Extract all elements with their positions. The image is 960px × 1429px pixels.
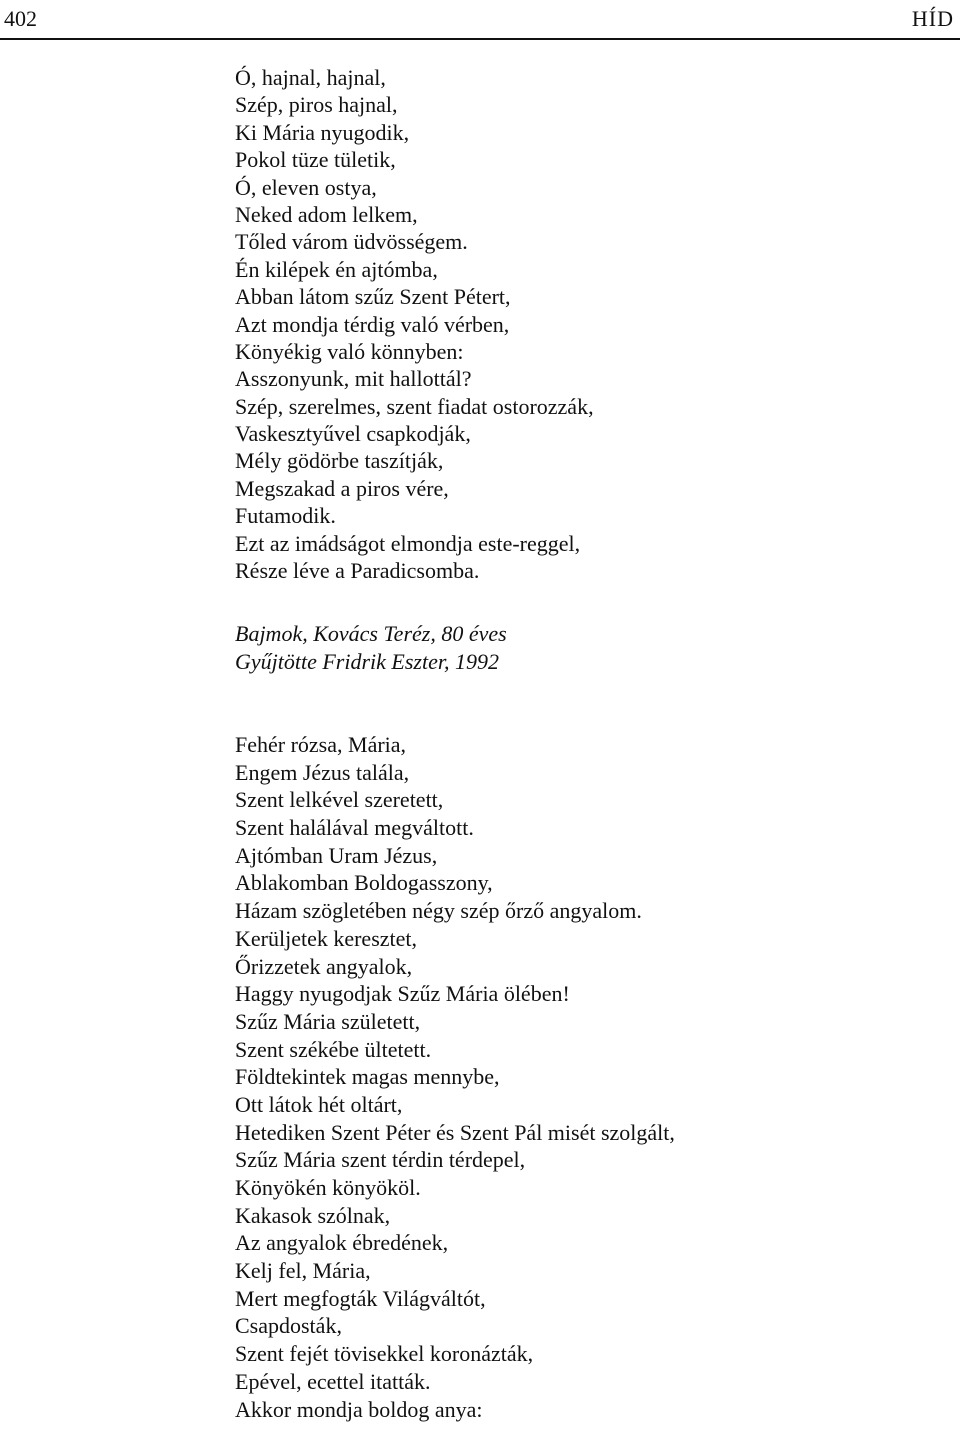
source-citation xyxy=(235,620,507,676)
poem-line: Azt mondja térdig való vérben, xyxy=(235,311,510,337)
poem-line: Akkor mondja boldog anya: xyxy=(235,1396,483,1422)
poem-line: Ó, eleven ostya, xyxy=(235,174,377,200)
poem-line: Őrizzetek angyalok, xyxy=(235,953,413,979)
poem-line: Szép, szerelmes, szent fiadat ostorozzák, xyxy=(235,393,594,419)
poem-line: Tőled várom üdvösségem. xyxy=(235,229,468,255)
poem-line: Engem Jézus talála, xyxy=(235,759,410,785)
poem-line: Szűz Mária szent térdin térdepel, xyxy=(235,1147,526,1173)
poem-line: Szép, piros hajnal, xyxy=(235,92,398,118)
poem-line: Csapdosták, xyxy=(235,1313,342,1339)
page-number: 402 xyxy=(4,6,37,31)
poem-line: Vaskesztyűvel csapkodják, xyxy=(235,421,471,447)
poem-line: Hetediken Szent Péter és Szent Pál misét szolgált, xyxy=(235,1119,675,1145)
poem-line: Neked adom lelkem, xyxy=(235,201,418,227)
poem-line: Szent halálával megváltott. xyxy=(235,815,474,841)
poem-line: Haggy nyugodjak Szűz Mária ölében! xyxy=(235,981,570,1007)
poem-line: Mert megfogták Világváltót, xyxy=(235,1285,486,1311)
poem-line: Az angyalok ébredének, xyxy=(235,1230,449,1256)
poem-line: Része léve a Paradicsomba. xyxy=(235,558,480,584)
poem-line: Ablakomban Boldogasszony, xyxy=(235,870,493,896)
poem-line: Könyékig való könnyben: xyxy=(235,338,464,364)
poem-line: Szent fejét tövisekkel koronázták, xyxy=(235,1341,534,1367)
poem-line: Kerüljetek keresztet, xyxy=(235,925,418,951)
poem-line: Ezt az imádságot elmondja este-reggel, xyxy=(235,530,581,556)
poem-line: Abban látom szűz Szent Pétert, xyxy=(235,284,511,310)
poem-one xyxy=(235,64,935,584)
informant-line: Bajmok, Kovács Teréz, 80 éves xyxy=(235,621,507,646)
collector-line: Gyűjtötte Fridrik Eszter, 1992 xyxy=(235,649,499,674)
poem-line: Szent lelkével szeretett, xyxy=(235,787,444,813)
poem-line: Ajtómban Uram Jézus, xyxy=(235,842,438,868)
poem-line: Epével, ecettel itatták. xyxy=(235,1368,431,1394)
poem-line: Pokol tüze tületik, xyxy=(235,147,396,173)
poem-line: Ó, hajnal, hajnal, xyxy=(235,65,386,90)
journal-title: HÍD xyxy=(911,6,954,31)
poem-line: Szűz Mária született, xyxy=(235,1008,421,1034)
poem-two xyxy=(235,731,935,1423)
poem-line: Könyökén könyököl. xyxy=(235,1175,421,1200)
poem-line: Én kilépek én ajtómba, xyxy=(235,256,438,282)
poem-line: Mély gödörbe taszítják, xyxy=(235,448,444,474)
poem-line: Megszakad a piros vére, xyxy=(235,475,449,501)
poem-line: Ott látok hét oltárt, xyxy=(235,1091,403,1117)
poem-line: Asszonyunk, mit hallottál? xyxy=(235,366,472,392)
poem-line: Házam szögletében négy szép őrző angyalom. xyxy=(235,898,642,924)
poem-line: Szent székébe ültetett. xyxy=(235,1036,432,1062)
header-rule xyxy=(0,38,960,40)
poem-line: Ki Mária nyugodik, xyxy=(235,119,410,145)
poem-line: Földtekintek magas mennybe, xyxy=(235,1064,500,1090)
poem-line: Futamodik. xyxy=(235,503,336,529)
poem-line: Kelj fel, Mária, xyxy=(235,1258,371,1284)
poem-line: Fehér rózsa, Mária, xyxy=(235,732,407,757)
poem-line: Kakasok szólnak, xyxy=(235,1202,391,1228)
page-header xyxy=(0,0,960,40)
